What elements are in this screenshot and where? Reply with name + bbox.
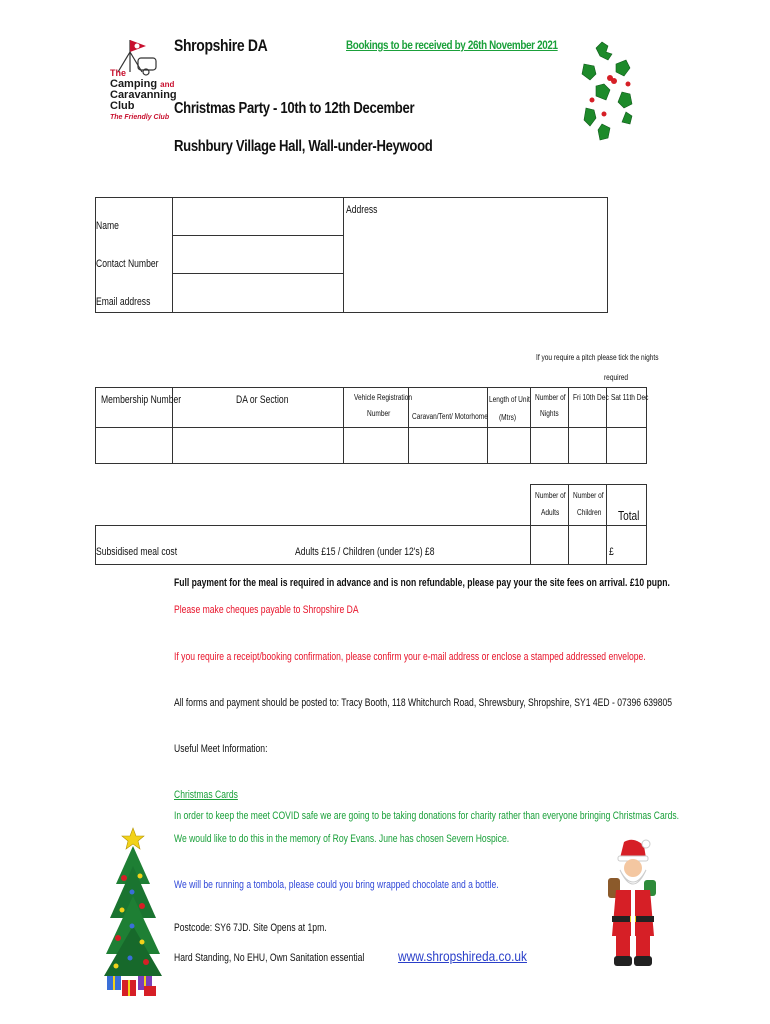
- membership-number-label: Membership Number: [101, 394, 182, 406]
- da-section-field[interactable]: [173, 428, 343, 463]
- payment-note: Full payment for the meal is required in advance and is non refundable, please pay your the site fees on arrival. £10 pupn.: [174, 577, 670, 589]
- email-label: Email address: [96, 296, 151, 308]
- da-section-label: DA or Section: [236, 394, 289, 406]
- holly-icon: [572, 34, 644, 154]
- pitch-note: If you require a pitch please tick the nights: [536, 353, 659, 362]
- unit-length-unit: (Mtrs): [499, 413, 517, 422]
- membership-number-field[interactable]: [96, 428, 172, 463]
- event-venue: Rushbury Village Hall, Wall-under-Heywood: [174, 138, 433, 155]
- christmas-tree-icon: [102, 826, 164, 998]
- contact-number-label: Contact Number: [96, 258, 159, 270]
- total-label: Total: [618, 508, 640, 523]
- name-label: Name: [96, 220, 119, 232]
- address-field[interactable]: [344, 218, 607, 312]
- page-title: Shropshire DA: [174, 36, 268, 55]
- email-field[interactable]: [173, 274, 343, 312]
- santa-icon: [604, 838, 662, 972]
- name-field[interactable]: [173, 198, 343, 235]
- address-label: Address: [346, 204, 378, 216]
- memorial-note: We would like to do this in the memory of Roy Evans. June has chosen Severn Hospice.: [174, 833, 510, 845]
- cheques-note: Please make cheques payable to Shropshire DA: [174, 604, 359, 616]
- vehicle-registration-label-2: Number: [367, 409, 391, 418]
- event-title: Christmas Party - 10th to 12th December: [174, 100, 415, 117]
- adults-label: Number of: [535, 491, 566, 500]
- contact-number-field[interactable]: [173, 236, 343, 273]
- bookings-deadline: Bookings to be received by 26th November 2021: [346, 38, 558, 52]
- children-label-2: Children: [577, 508, 602, 517]
- total-currency: £: [609, 546, 614, 558]
- meal-cost-label: Subsidised meal cost: [96, 546, 178, 558]
- useful-info-heading: Useful Meet Information:: [174, 743, 268, 755]
- unit-type-field[interactable]: [409, 428, 487, 463]
- unit-length-label: Length of Unit: [489, 395, 530, 404]
- sat-night-checkbox[interactable]: [607, 428, 646, 463]
- logo-tagline: The Friendly Club: [110, 114, 170, 121]
- nights-label: Number of: [535, 393, 566, 402]
- unit-type-label: Caravan/Tent/ Motorhome: [412, 412, 488, 421]
- meal-price: Adults £15 / Children (under 12's) £8: [295, 546, 435, 558]
- tombola-note: We will be running a tombola, please could you bring wrapped chocolate and a bottle.: [174, 879, 499, 891]
- children-count-field[interactable]: [569, 526, 606, 564]
- vehicle-registration-label: Vehicle Registration: [354, 393, 412, 402]
- club-logo: [110, 38, 177, 150]
- logo-camping: Camping: [110, 78, 158, 90]
- christmas-cards-note: In order to keep the meet COVID safe we are going to be taking donations for charity rather than everyone bringing Christmas Cards.: [174, 810, 680, 822]
- adults-count-field[interactable]: [531, 526, 568, 564]
- postcode-note: Postcode: SY6 7JD. Site Opens at 1pm.: [174, 922, 327, 934]
- site-facilities-note: Hard Standing, No EHU, Own Sanitation essential: [174, 952, 365, 964]
- logo-the: The: [110, 68, 127, 78]
- adults-label-2: Adults: [541, 508, 560, 517]
- total-field[interactable]: [607, 526, 646, 564]
- vehicle-registration-field[interactable]: [344, 428, 408, 463]
- receipt-note: If you require a receipt/booking confirmation, please confirm your e-mail address or enclose a stamped addressed envelope.: [174, 651, 646, 663]
- pitch-note-required: required: [604, 373, 629, 382]
- fri-night-checkbox[interactable]: [569, 428, 606, 463]
- children-label: Number of: [573, 491, 604, 500]
- postal-address-note: All forms and payment should be posted to: Tracy Booth, 118 Whitchurch Road, Shrewsbury, Shropshire, SY1 4ED - 07396 639805: [174, 697, 673, 709]
- nights-field[interactable]: [531, 428, 568, 463]
- logo-caravanning: Caravanning: [110, 89, 177, 101]
- sat-night-label: Sat 11th Dec: [611, 393, 649, 402]
- nights-label-2: Nights: [540, 409, 559, 418]
- logo-and: and: [160, 80, 175, 89]
- website-link[interactable]: www.shropshireda.co.uk: [398, 948, 527, 964]
- fri-night-label: Fri 10th Dec: [573, 393, 609, 402]
- christmas-cards-heading: Christmas Cards: [174, 789, 238, 801]
- unit-length-field[interactable]: [488, 428, 530, 463]
- logo-club: Club: [110, 100, 135, 112]
